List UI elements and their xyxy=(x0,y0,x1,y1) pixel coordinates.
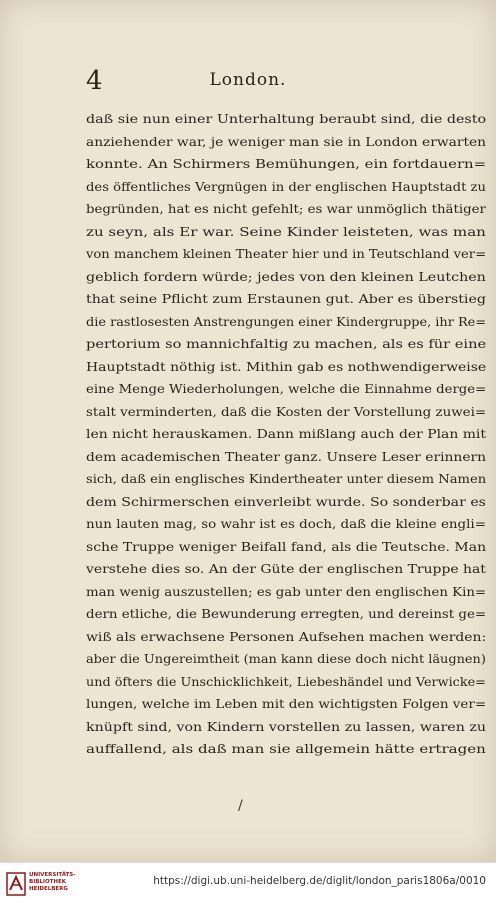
text-line: anziehender war, je weniger man sie in London erwarten xyxy=(86,133,487,149)
text-line: begründen, hat es nicht gefehlt; es war unmöglich thätiger xyxy=(86,201,486,216)
library-logo[interactable] xyxy=(6,870,76,898)
library-logo-text xyxy=(29,872,76,893)
source-url-link[interactable]: https://digi.ub.uni-heidelberg.de/diglit/london_paris1806a/0010 xyxy=(153,875,486,887)
text-line: that seine Pflicht zum Erstaunen gut. Aber es überstieg xyxy=(86,291,486,306)
text-line: sich, daß ein englisches Kindertheater unter diesem Namen xyxy=(86,471,487,486)
text-line: wiß als erwachsene Personen Aufsehen machen werden: xyxy=(86,628,487,644)
text-line: verstehe dies so. An der Güte der englischen Truppe hat xyxy=(86,561,486,576)
text-line: pertorium so mannichfaltig zu machen, als es für eine xyxy=(86,336,487,351)
stray-mark: / xyxy=(238,798,243,814)
text-line: Hauptstadt nöthig ist. Mithin gab es nothwendigerweise xyxy=(86,358,487,374)
text-line: knüpft sind, von Kindern vorstellen zu lassen, waren zu xyxy=(86,718,486,734)
text-line: auffallend, als daß man sie allgemein hätte ertragen xyxy=(86,741,486,756)
library-logo-icon xyxy=(6,872,26,896)
page-number: 4 xyxy=(86,66,103,96)
text-line: und öfters die Unschicklichkeit, Liebeshändel und Verwicke= xyxy=(86,673,486,689)
text-line: lungen, welche im Leben mit den wichtigsten Folgen ver= xyxy=(86,696,487,711)
text-line: zu seyn, als Er war. Seine Kinder leisteten, was man xyxy=(86,223,486,239)
text-line: daß sie nun einer Unterhaltung beraubt sind, die desto xyxy=(86,111,487,126)
footer-bar xyxy=(0,862,496,903)
text-line: sche Truppe weniger Beifall fand, als die Teutsche. Man xyxy=(86,538,487,554)
text-line: dern etliche, die Bewunderung erregten, und dereinst ge= xyxy=(86,606,487,621)
text-line: eine Menge Wiederholungen, welche die Einnahme derge= xyxy=(86,381,487,396)
text-line: nun lauten mag, so wahr ist es doch, daß die kleine engli= xyxy=(86,516,486,531)
body-text xyxy=(86,108,486,761)
text-line: konnte. An Schirmers Bemühungen, ein fortdauern= xyxy=(86,156,487,171)
text-line: dem Schirmerschen einverleibt wurde. So sonderbar es xyxy=(86,493,486,509)
logo-line: UNIVERSITÄTS- xyxy=(29,872,76,878)
text-line: stalt verminderten, daß die Kosten der Vorstellung zuwei= xyxy=(86,403,487,419)
text-line: man wenig auszustellen; es gab unter den englischen Kin= xyxy=(86,583,487,599)
text-line: des öffentliches Vergnügen in der englischen Hauptstadt zu xyxy=(86,178,486,194)
text-line: die rastlosesten Anstrengungen einer Kindergruppe, ihr Re= xyxy=(86,313,487,329)
text-line: geblich fordern würde; jedes von den kleinen Leutchen xyxy=(86,268,486,284)
text-line: aber die Ungereimtheit (man kann diese doch nicht läugnen) xyxy=(86,651,486,666)
text-line: von manchem kleinen Theater hier und in Teutschland ver= xyxy=(86,246,487,261)
logo-line: BIBLIOTHEK xyxy=(29,879,67,885)
text-line: dem academischen Theater ganz. Unsere Leser erinnern xyxy=(86,448,487,464)
running-head: London. xyxy=(209,70,287,90)
text-line: len nicht herauskamen. Dann mißlang auch der Plan mit xyxy=(86,426,486,441)
logo-line: HEIDELBERG xyxy=(29,886,68,892)
